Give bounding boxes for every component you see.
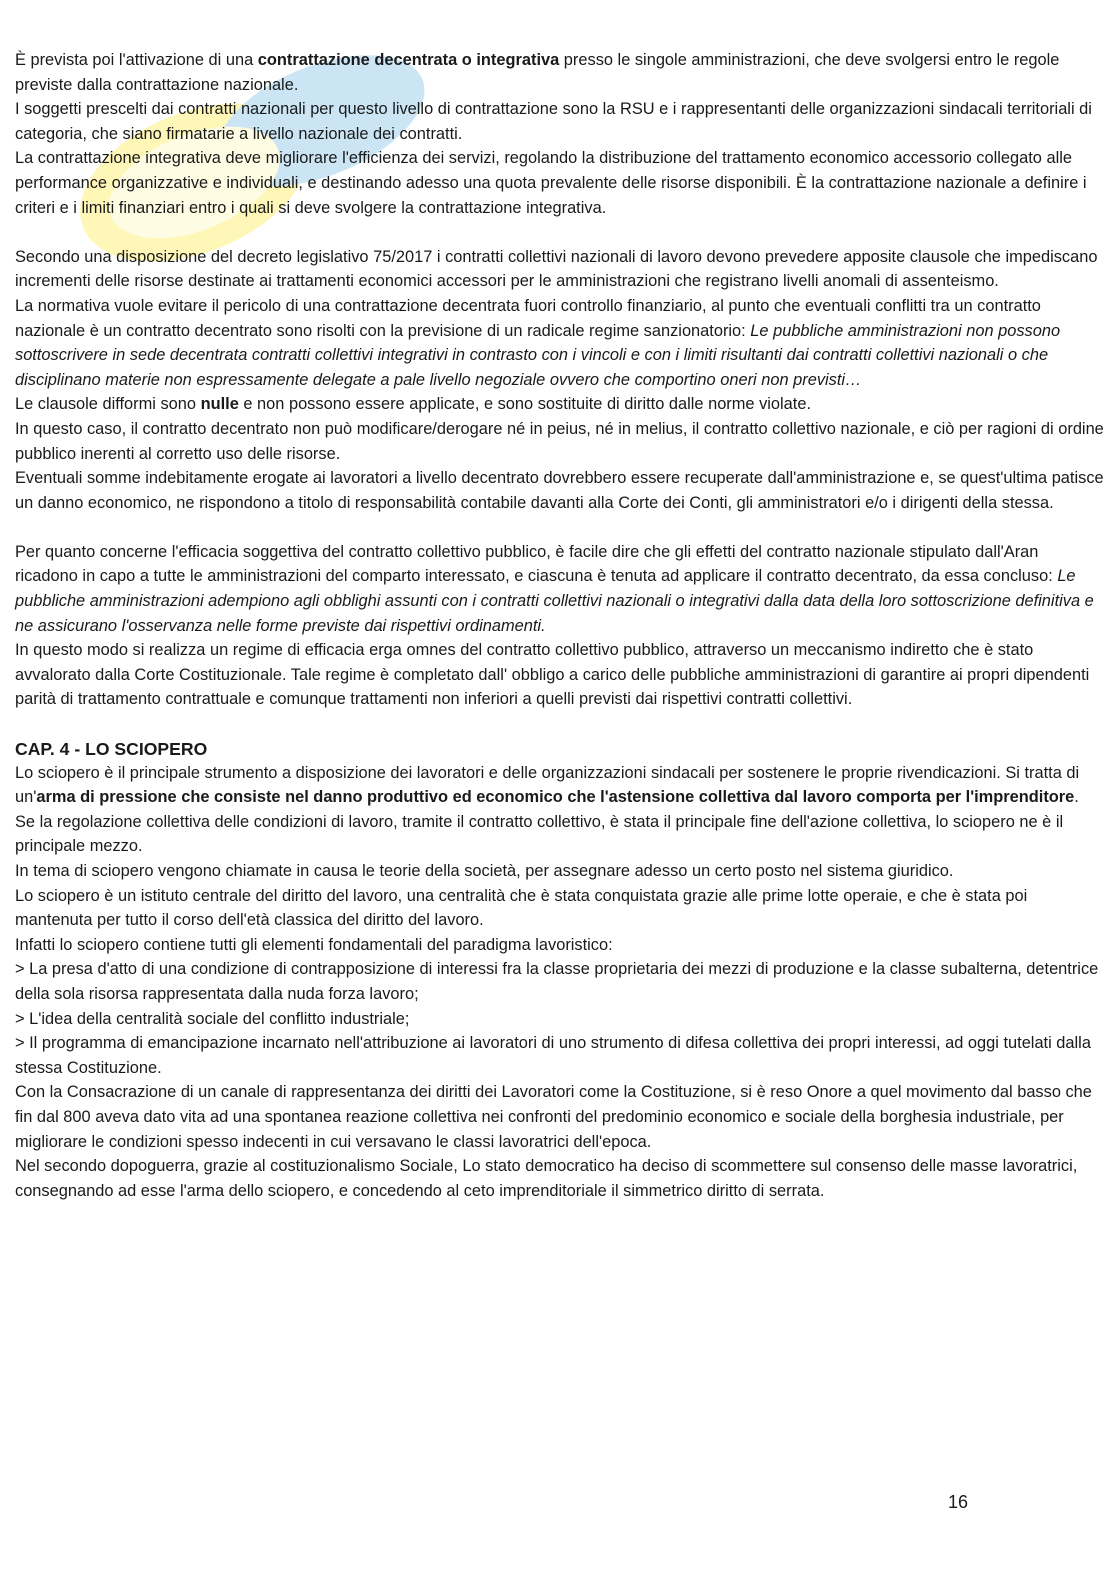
spacer bbox=[15, 712, 1105, 737]
chapter-heading: CAP. 4 - LO SCIOPERO bbox=[15, 738, 208, 759]
paragraph: Secondo una disposizione del decreto legislativo 75/2017 i contratti collettivi nazionali di lavoro devono prevedere apposite clausole che impediscano incrementi delle risorse destinate ai trattamenti economici accessori per le amministrazioni che registrano livelli anomali di assenteismo. bbox=[15, 247, 1098, 291]
paragraph: È prevista poi l'attivazione di una contrattazione decentrata o integrativa presso le singole amministrazioni, che deve svolgersi entro le regole previste dalla contrattazione nazionale. bbox=[15, 51, 1060, 94]
document-body bbox=[15, 48, 1105, 1203]
paragraph: I soggetti prescelti dai contratti nazionali per questo livello di contrattazione sono la RSU e i rappresentanti delle organizzazioni sindacali territoriali di categoria, che siano firmatarie a livello nazionale dei contratti. bbox=[15, 100, 1092, 143]
spacer bbox=[15, 220, 1105, 245]
paragraph: La normativa vuole evitare il pericolo di una contrattazione decentrata fuori controllo finanziario, al punto che eventuali conflitti tra un contratto nazionale è un contratto decentrato sono risolti con la previsione di un radicale regime sanzionatorio: Le pubbliche amministrazioni non possono sottoscrivere in sede decentrata contratti collettivi integrativi in contrasto con i vincoli e con i limiti risultanti dai contratti collettivi nazionali o che disciplinano materie non espressamente delegate a pale livello negoziale ovvero che comportino oneri non previsti… bbox=[15, 296, 1061, 389]
paragraph: Con la Consacrazione di un canale di rappresentanza dei diritti dei Lavoratori come la Costituzione, si è reso Onore a quel movimento dal basso che fin dal 800 aveva dato vita ad una spontanea reazione collettiva nei confronti del predominio economico e sociale della borghesia industriale, per migliorare le condizioni spesso indecenti in cui versavano le classi lavoratrici dell'epoca. bbox=[15, 1083, 1092, 1151]
paragraph: Eventuali somme indebitamente erogate ai lavoratori a livello decentrato dovrebbero essere recuperate dall'amministrazione e, se quest'ultima patisce un danno economico, ne rispondono a titolo di responsabilità contabile davanti alla Corte dei Conti, gli amministratori e/o i dirigenti della stessa. bbox=[15, 469, 1104, 512]
page-number: 16 bbox=[948, 1492, 969, 1512]
paragraph: Se la regolazione collettiva delle condizioni di lavoro, tramite il contratto collettivo, è stata il principale fine dell'azione collettiva, lo sciopero ne è il principale mezzo. bbox=[15, 812, 1064, 856]
list-item: > Il programma di emancipazione incarnato nell'attribuzione ai lavoratori di uno strumento di difesa collettiva dei propri interessi, ad oggi tutelati dalla stessa Costituzione. bbox=[15, 1034, 1091, 1077]
paragraph: Lo sciopero è il principale strumento a disposizione dei lavoratori e delle organizzazioni sindacali per sostenere le proprie rivendicazioni. Si tratta di un'arma di pressione che consiste nel danno produttivo ed economico che l'astensione collettiva dal lavoro comporta per l'imprenditore. bbox=[15, 763, 1080, 807]
paragraph: Per quanto concerne l'efficacia soggettiva del contratto collettivo pubblico, è facile dire che gli effetti del contratto nazionale stipulato dall'Aran ricadono in capo a tutte le amministrazioni del comparto interessato, e ciascuna è tenuta ad applicare il contratto decentrato, da essa concluso: Le pubbliche amministrazioni adempiono agli obblighi assunti con i contratti collettivi nazionali o integrativi dalla data della loro sottoscrizione definitiva e ne assicurano l'osservanza nelle forme previste dai rispettivi ordinamenti. bbox=[15, 542, 1094, 635]
list-item: > La presa d'atto di una condizione di contrapposizione di interessi fra la classe proprietaria dei mezzi di produzione e la classe subalterna, detentrice della sola risorsa rappresentata dalla nuda forza lavoro; bbox=[15, 960, 1099, 1003]
paragraph: In tema di sciopero vengono chiamate in causa le teorie della società, per assegnare adesso un certo posto nel sistema giuridico. bbox=[15, 862, 954, 880]
paragraph: Le clausole difformi sono nulle e non possono essere applicate, e sono sostituite di diritto dalle norme violate. bbox=[15, 395, 812, 414]
paragraph: La contrattazione integrativa deve migliorare l'efficienza dei servizi, regolando la distribuzione del trattamento economico accessorio collegato alle performance organizzative e individuali, e destinando adesso una quota prevalente delle risorse disponibili. È la contrattazione nazionale a definire i criteri e i limiti finanziari entro i quali si deve svolgere la contrattazione integrativa. bbox=[15, 149, 1087, 217]
list-item: > L'idea della centralità sociale del conflitto industriale; bbox=[15, 1009, 410, 1028]
paragraph: In questo caso, il contratto decentrato non può modificare/derogare né in peius, né in melius, il contratto collettivo nazionale, e ciò per ragioni di ordine pubblico inerenti al corretto uso delle risorse. bbox=[15, 419, 1104, 463]
paragraph: Nel secondo dopoguerra, grazie al costituzionalismo Sociale, Lo stato democratico ha deciso di scommettere sul consenso delle masse lavoratrici, consegnando ad esse l'arma dello sciopero, e concedendo al ceto imprenditoriale il simmetrico diritto di serrata. bbox=[15, 1157, 1078, 1200]
spacer bbox=[15, 515, 1105, 540]
paragraph: Infatti lo sciopero contiene tutti gli elementi fondamentali del paradigma lavoristico: bbox=[15, 935, 613, 954]
paragraph: In questo modo si realizza un regime di efficacia erga omnes del contratto collettivo pubblico, attraverso un meccanismo indiretto che è stato avvalorato dalla Corte Costituzionale. Tale regime è completato dall' obbligo a carico delle pubbliche amministrazioni di garantire ai propri dipendenti parità di trattamento contrattuale e comunque trattamenti non inferiori a quelli previsti dai rispettivi contratti collettivi. bbox=[15, 641, 1090, 709]
paragraph: Lo sciopero è un istituto centrale del diritto del lavoro, una centralità che è stata conquistata grazie alle prime lotte operaie, e che è stata poi mantenuta per tutto il corso dell'età classica del diritto del lavoro. bbox=[15, 886, 1028, 930]
